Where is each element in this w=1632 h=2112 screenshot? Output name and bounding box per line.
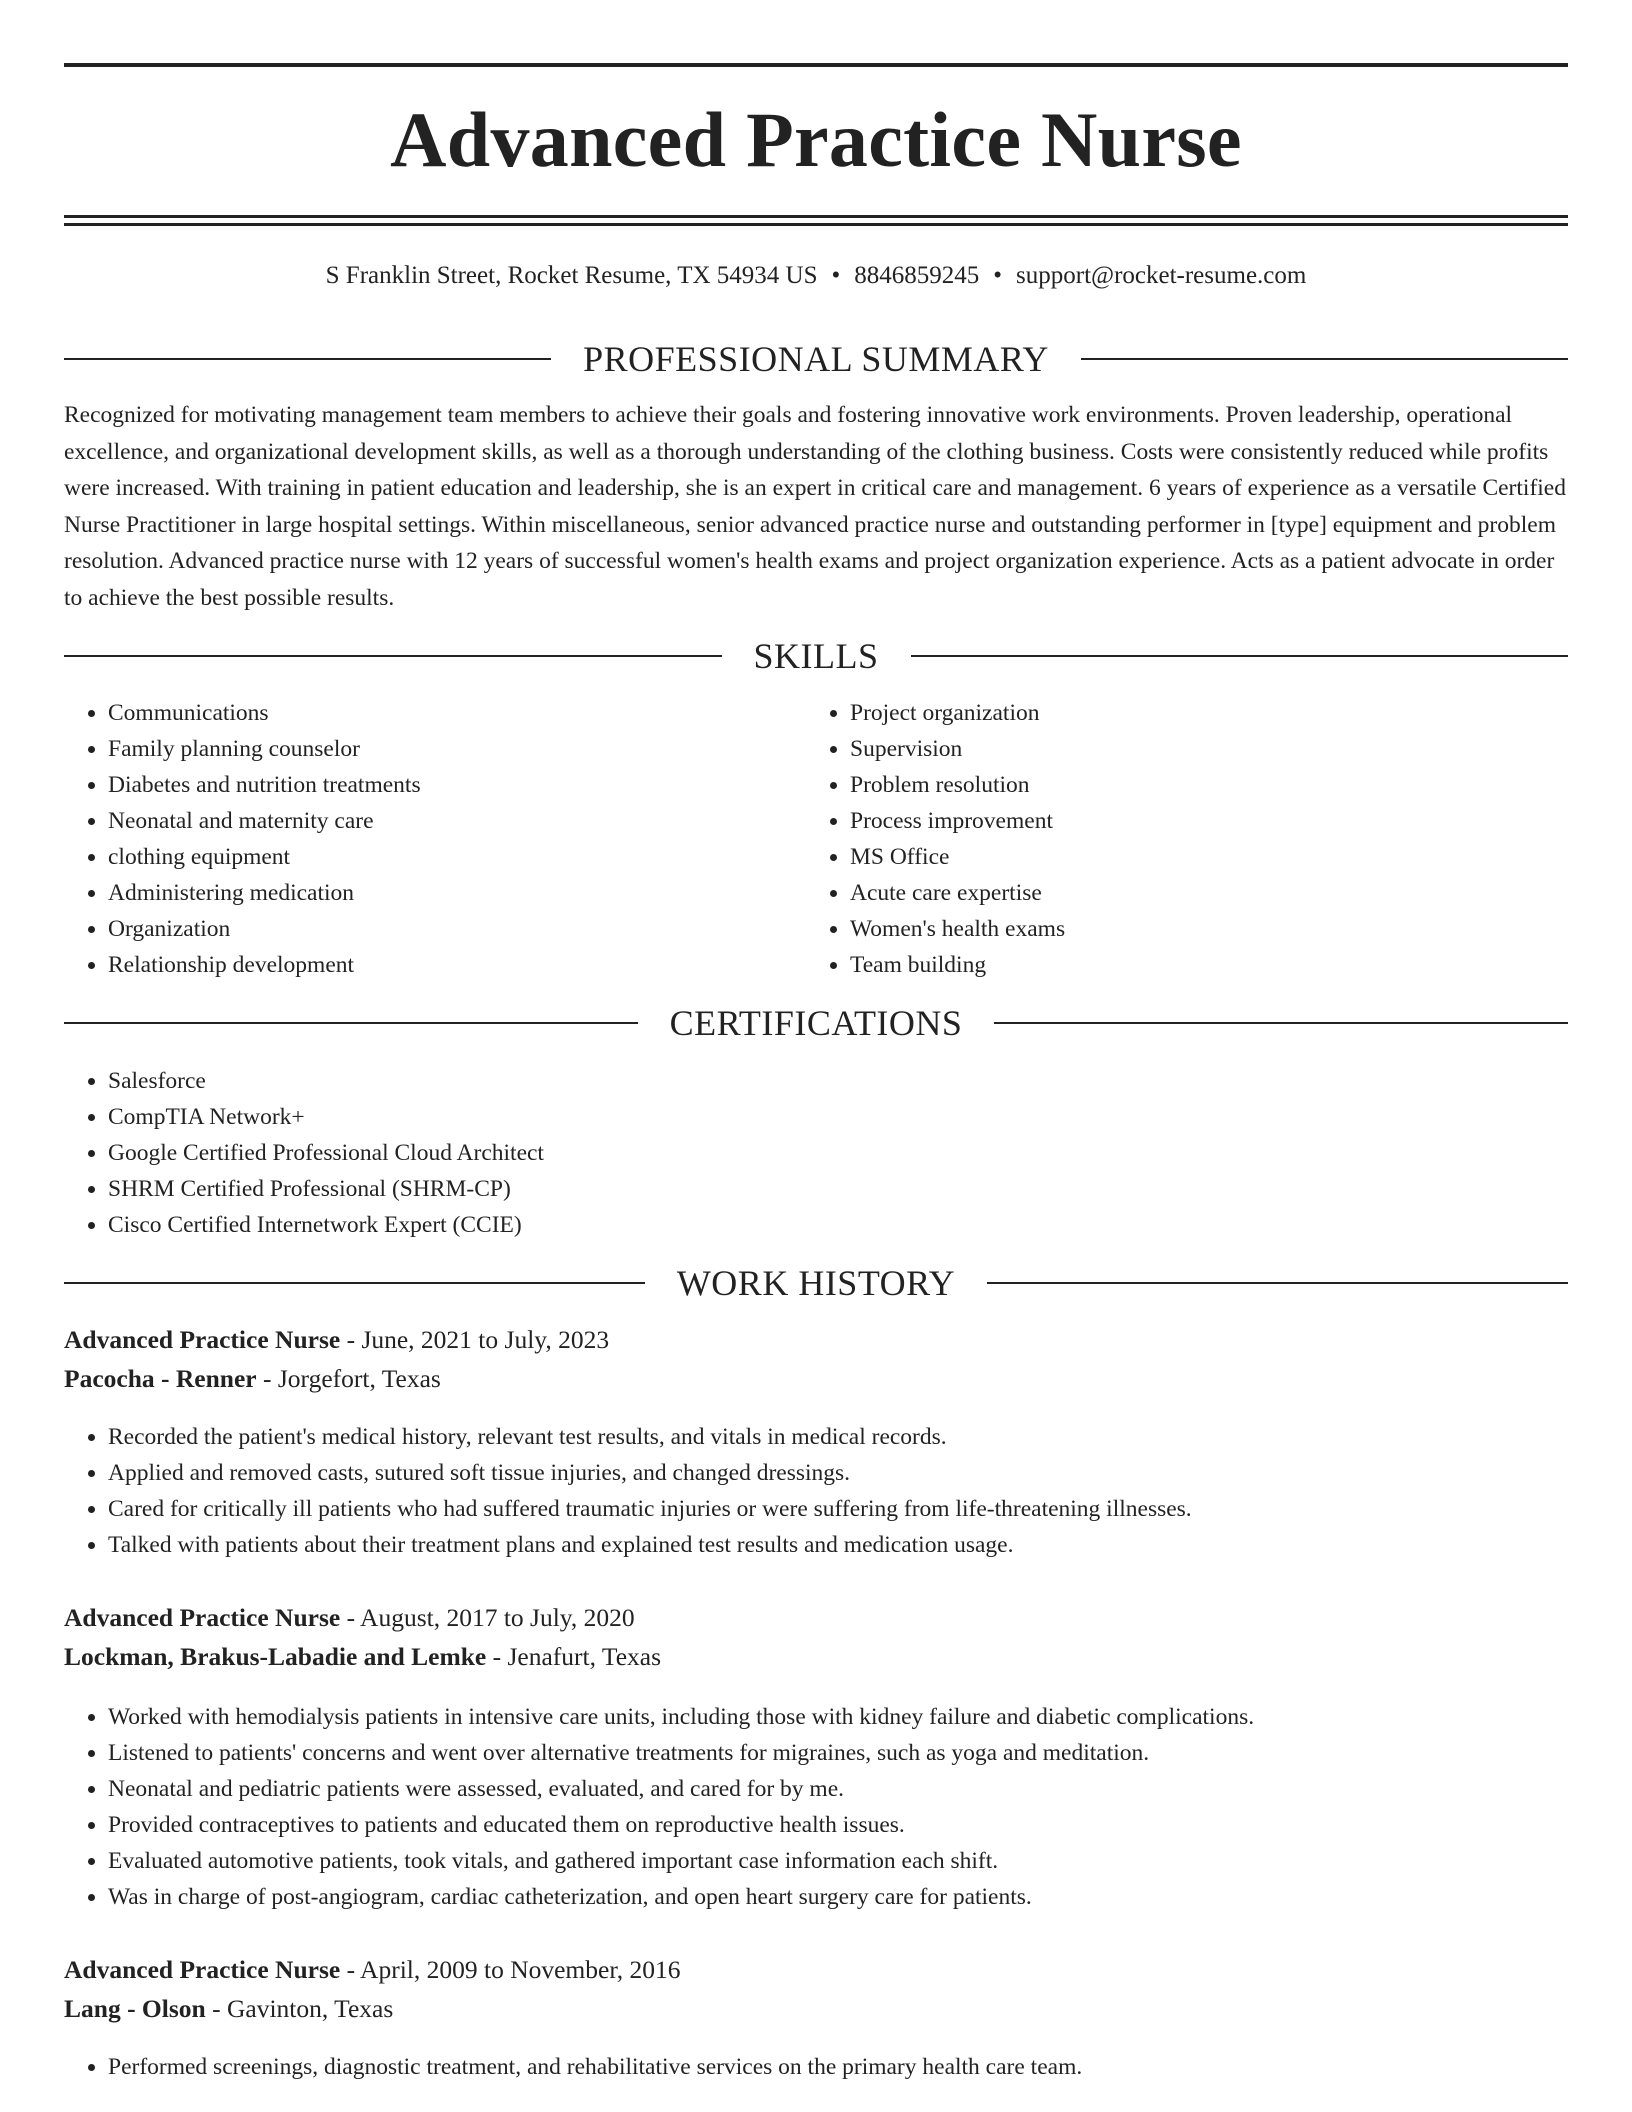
skills-column-right bbox=[806, 695, 1548, 983]
job-company: Lockman, Brakus-Labadie and Lemke bbox=[64, 1642, 487, 1671]
skills-column-left bbox=[64, 695, 806, 983]
job-bullet: • Recorded the patient's medical history, relevant test results, and vitals in medical records. bbox=[108, 1419, 1568, 1455]
job-bullet: • Talked with patients about their treatment plans and explained test results and medication usage. bbox=[108, 1527, 1568, 1563]
job-bullet: • Was in charge of post-angiogram, cardiac catheterization, and open heart surgery care for patients. bbox=[108, 1879, 1568, 1915]
skill-item: • Family planning counselor bbox=[108, 731, 806, 767]
job-dates: June, 2021 to July, 2023 bbox=[361, 1325, 610, 1354]
skill-item: • clothing equipment bbox=[108, 839, 806, 875]
skills-right-list bbox=[806, 695, 1548, 983]
job-location: Gavinton, Texas bbox=[226, 1994, 394, 2023]
work-history-list bbox=[64, 1320, 1568, 2085]
job-dates: August, 2017 to July, 2020 bbox=[360, 1603, 635, 1632]
contact-separator: • bbox=[993, 262, 1003, 289]
contact-separator: • bbox=[831, 262, 841, 289]
job-bullet: • Neonatal and pediatric patients were assessed, evaluated, and cared for by me. bbox=[108, 1771, 1568, 1807]
certifications-section-heading bbox=[64, 1005, 1568, 1041]
heading-rule-left bbox=[64, 1282, 645, 1284]
skill-item: • Acute care expertise bbox=[850, 875, 1548, 911]
job-title-line: Advanced Practice Nurse - June, 2021 to July, 2023 bbox=[64, 1325, 610, 1354]
job-bullet: • Applied and removed casts, sutured soft tissue injuries, and changed dressings. bbox=[108, 1455, 1568, 1491]
job-company-line: Lockman, Brakus-Labadie and Lemke - Jenafurt, Texas bbox=[64, 1642, 662, 1671]
job-location: Jenafurt, Texas bbox=[507, 1642, 662, 1671]
job-entry bbox=[64, 1320, 1568, 1563]
certification-item: • Cisco Certified Internetwork Expert (CCIE) bbox=[108, 1207, 1568, 1243]
job-company: Pacocha - Renner bbox=[64, 1364, 257, 1393]
skills-left-list bbox=[64, 695, 806, 983]
certifications-title: CERTIFICATIONS bbox=[669, 1003, 963, 1043]
job-company-line: Pacocha - Renner - Jorgefort, Texas bbox=[64, 1364, 441, 1393]
job-location: Jorgefort, Texas bbox=[277, 1364, 441, 1393]
work-history-title: WORK HISTORY bbox=[676, 1263, 956, 1303]
certifications-list bbox=[64, 1063, 1568, 1243]
skill-item: • Problem resolution bbox=[850, 767, 1548, 803]
contact-phone: 8846859245 bbox=[854, 262, 980, 289]
skill-item: • Communications bbox=[108, 695, 806, 731]
skill-item: • Process improvement bbox=[850, 803, 1548, 839]
contact-line bbox=[64, 261, 1568, 291]
job-company: Lang - Olson bbox=[64, 1994, 206, 2023]
work-history-section-heading bbox=[64, 1265, 1568, 1301]
skill-item: • Team building bbox=[850, 947, 1548, 983]
skill-item: • Neonatal and maternity care bbox=[108, 803, 806, 839]
top-rule bbox=[64, 63, 1568, 67]
skills-section-heading bbox=[64, 638, 1568, 674]
job-bullet: • Provided contraceptives to patients and educated them on reproductive health issues. bbox=[108, 1807, 1568, 1843]
job-dates: April, 2009 to November, 2016 bbox=[360, 1955, 681, 1984]
certification-item: • SHRM Certified Professional (SHRM-CP) bbox=[108, 1171, 1568, 1207]
job-company-line: Lang - Olson - Gavinton, Texas bbox=[64, 1994, 394, 2023]
job-bullet: • Cared for critically ill patients who had suffered traumatic injuries or were suffering from life-threatening illnesses. bbox=[108, 1491, 1568, 1527]
job-role: Advanced Practice Nurse bbox=[64, 1955, 341, 1984]
job-bullet: • Worked with hemodialysis patients in intensive care units, including those with kidney failure and diabetic complications. bbox=[108, 1699, 1568, 1735]
job-bullets bbox=[64, 1419, 1568, 1563]
job-bullet: • Evaluated automotive patients, took vitals, and gathered important case information each shift. bbox=[108, 1843, 1568, 1879]
job-entry bbox=[64, 1598, 1568, 1915]
heading-rule-left bbox=[64, 1022, 638, 1024]
contact-address: S Franklin Street, Rocket Resume, TX 54934 US bbox=[325, 262, 818, 289]
candidate-name: Advanced Practice Nurse bbox=[390, 96, 1242, 183]
skill-item: • Women's health exams bbox=[850, 911, 1548, 947]
job-role: Advanced Practice Nurse bbox=[64, 1325, 341, 1354]
skill-item: • MS Office bbox=[850, 839, 1548, 875]
skills-list bbox=[64, 695, 1568, 983]
skill-item: • Diabetes and nutrition treatments bbox=[108, 767, 806, 803]
certification-item: • CompTIA Network+ bbox=[108, 1099, 1568, 1135]
job-role: Advanced Practice Nurse bbox=[64, 1603, 341, 1632]
contact-email: support@rocket-resume.com bbox=[1016, 262, 1307, 289]
heading-rule-right bbox=[1081, 358, 1568, 360]
job-title-line: Advanced Practice Nurse - August, 2017 to July, 2020 bbox=[64, 1603, 635, 1632]
skill-item: • Administering medication bbox=[108, 875, 806, 911]
skill-item: • Project organization bbox=[850, 695, 1548, 731]
job-title-line: Advanced Practice Nurse - April, 2009 to November, 2016 bbox=[64, 1955, 681, 1984]
summary-section-heading bbox=[64, 341, 1568, 377]
job-entry bbox=[64, 1950, 1568, 2085]
job-bullets bbox=[64, 2049, 1568, 2085]
skill-item: • Supervision bbox=[850, 731, 1548, 767]
certification-item: • Salesforce bbox=[108, 1063, 1568, 1099]
name-rule-lower bbox=[64, 223, 1568, 226]
job-bullet: • Performed screenings, diagnostic treatment, and rehabilitative services on the primary health care team. bbox=[108, 2049, 1568, 2085]
skills-title: SKILLS bbox=[753, 636, 879, 676]
skill-item: • Organization bbox=[108, 911, 806, 947]
skill-item: • Relationship development bbox=[108, 947, 806, 983]
summary-title: PROFESSIONAL SUMMARY bbox=[583, 339, 1049, 379]
job-bullet: • Listened to patients' concerns and went over alternative treatments for migraines, such as yoga and meditation. bbox=[108, 1735, 1568, 1771]
heading-rule-left bbox=[64, 358, 551, 360]
heading-rule-right bbox=[911, 655, 1569, 657]
summary-text: Recognized for motivating management team members to achieve their goals and fostering innovative work environments. Proven leadership, operational excellence, and organizational development skills, as well as a thorough understanding of the clothing business. Costs were consistently reduced while profits were increased. With training in patient education and leadership, she is an expert in critical care and management. 6 years of experience as a versatile Certified Nurse Practitioner in large hospital settings. Within miscellaneous, senior advanced practice nurse and outstanding performer in [type] equipment and problem resolution. Advanced practice nurse with 12 years of successful women's health exams and project organization experience. Acts as a patient advocate in order to achieve the best possible results. bbox=[64, 402, 1566, 611]
heading-rule-left bbox=[64, 655, 722, 657]
heading-rule-right bbox=[994, 1022, 1568, 1024]
heading-rule-right bbox=[987, 1282, 1568, 1284]
job-bullets bbox=[64, 1699, 1568, 1915]
certification-item: • Google Certified Professional Cloud Architect bbox=[108, 1135, 1568, 1171]
